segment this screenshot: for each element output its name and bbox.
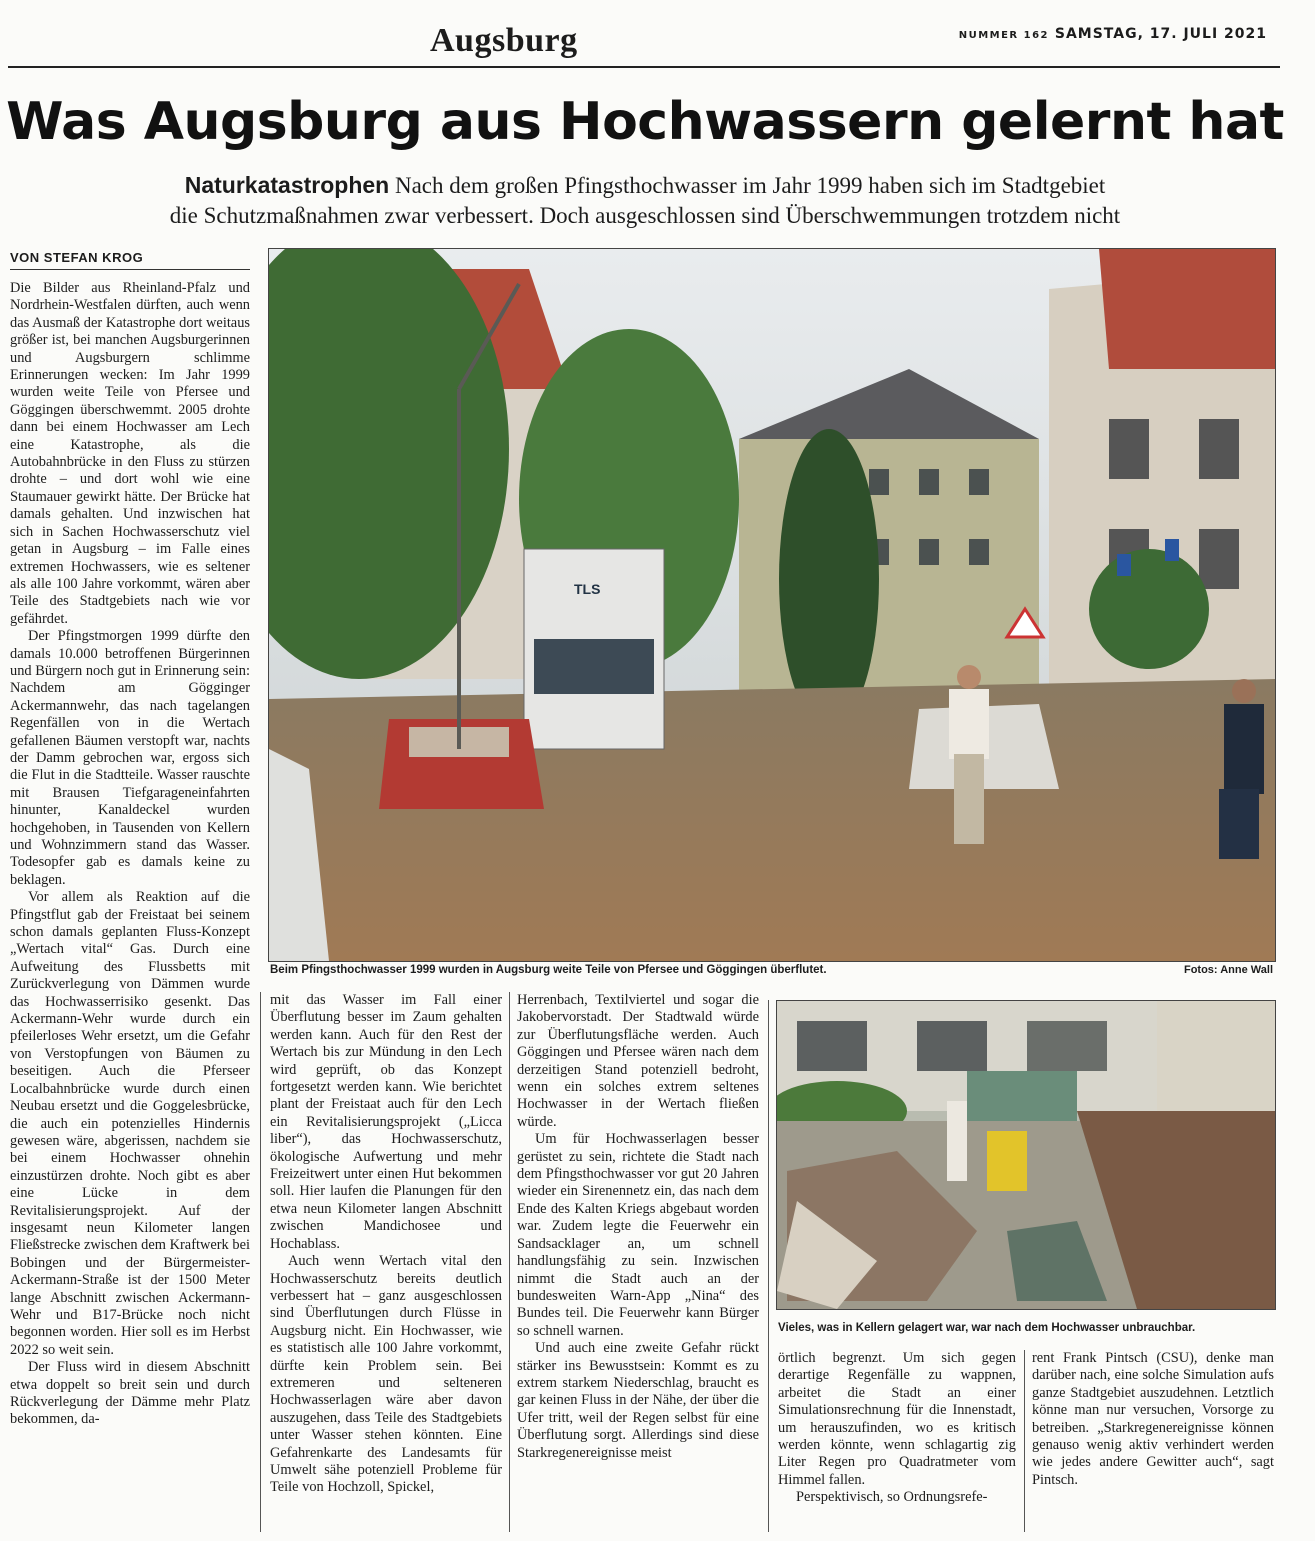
dateline: [959, 26, 1267, 42]
debris-illustration: [777, 1001, 1275, 1309]
paragraph: Vor allem als Reaktion auf die Pfingstflut gab der Freistaat bei seinem schon damals geplanten Fluss-Konzept „Wertach vital“ Gas. Durch eine Aufweitung des Flussbetts mit Zurückverlegung von Dämmen wurde das Hochwasserrisiko gesenkt. Das Ackermann-Wehr wurde durch ein pfeilerloses Wehr ersetzt, um die Gefahr von Verstopfungen von Bäumen zu beseitigen. Auch die Pferseer Localbahnbrücke wurde durch einen Neubau ersetzt und die Goggelesbrücke, die auch ein potenzielles Hindernis gewesen wäre, abgerissen, nachdem sie bei einem Hochwasser ohnehin einzustürzen drohte. Noch gibt es aber eine Lücke in dem Revitalisierungsprojekt. Auf der insgesamt neun Kilometer langen Fließstrecke zwischen dem Kraftwerk bei Bobingen und der Bürgermeister-Ackermann-Straße ist der 1500 Meter lange Abschnitt zwischen Ackermann-Wehr und B17-Brücke noch nicht begonnen worden. Hier soll es im Herbst 2022 so weit sein.: [10, 889, 250, 1358]
paragraph: Um für Hochwasserlagen besser gerüstet zu sein, richtete die Stadt nach dem Pfingsthochwasser vor gut 20 Jahren wieder ein Sirenennetz ein, das nach dem Ende des Kalten Kriegs abgebaut worden war. Zudem legte die Feuerwehr ein Sandsacklager an, um schnell handlungsfähig zu sein. Inzwischen nimmt die Stadt auch an der bundesweiten Warn-App „Nina“ des Bundes teil. Die Feuerwehr kann Bürger so schnell warnen.: [517, 1131, 759, 1339]
main-photo: [268, 248, 1276, 962]
paragraph: Und auch eine zweite Gefahr rückt stärker ins Bewusstsein: Kommt es zu extrem starkem Niederschlag, braucht es gar keinen Fluss in der Nähe, der über die Ufer tritt, weil der Regen selbst für eine Überflutung sorgt. Allerdings sind diese Starkregenereignisse meist: [517, 1340, 759, 1461]
column-rule: [509, 992, 510, 1532]
second-photo-caption: Vieles, was in Kellern gelagert war, war nach dem Hochwasser unbrauchbar.: [778, 1322, 1196, 1334]
paragraph: mit das Wasser im Fall einer Überflutung besser im Zaum gehalten werden kann. Auch für den Rest der Wertach bis zur Mündung in den Lech wird geprüft, ob das Konzept fortgesetzt werden kann. Wie berichtet plant der Freistaat auch für den Lech ein Revitalisierungsprojekt („Licca liber“), das Hochwasserschutz, ökologische Aufwertung und mehr Freizeitwert unter einen Hut bekommen soll. Hier laufen die Planungen für den etwa neun Kilometer langen Abschnitt zwischen Mandichosee und Hochablass.: [270, 992, 502, 1252]
article-column-5: [1032, 1350, 1274, 1489]
flood-street-illustration: [269, 249, 1275, 961]
photo-credit: Fotos: Anne Wall: [1183, 964, 1273, 976]
paragraph: örtlich begrenzt. Um sich gegen derartige Regenfälle zu wappnen, arbeitet die Stadt an einer Simulationsrechnung für die Innenstadt, um herauszufinden, wo es kritisch werden könnte, wenn schlagartig zig Liter Regen pro Quadratmeter vom Himmel fallen.: [778, 1350, 1016, 1488]
main-photo-caption: Beim Pfingsthochwasser 1999 wurden in Augsburg weite Teile von Pfersee und Göggingen überflutet.: [270, 964, 827, 976]
article-column-3: [517, 992, 759, 1462]
column-rule: [1024, 1350, 1025, 1532]
paragraph: rent Frank Pintsch (CSU), denke man darüber nach, eine solche Simulation aufs ganze Stadtgebiet auszudehnen. Letztlich könne man nur versuchen, Vorsorge zu betreiben. „Starkregenereignisse können genauso wenig aktiv verhindert werden wie jedes andere Gewitter auch“, sagt Pintsch.: [1032, 1350, 1274, 1488]
byline: VON STEFAN KROG: [10, 250, 250, 270]
paragraph: Die Bilder aus Rheinland-Pfalz und Nordrhein-Westfalen dürften, auch wenn das Ausmaß der Katastrophe dort weitaus größer ist, bei manchen Augsburgerinnen und Augsburgern schlimme Erinnerungen wecken: Im Jahr 1999 wurden weite Teile von Pfersee und Göggingen überschwemmt. 2005 drohte dann bei einem Hochwasser am Lech eine Katastrophe, als die Autobahnbrücke in den Fluss zu stürzen drohte – und dort wohl wie eine Staumauer gewirkt hätte. Der Brücke hat damals gehalten. Und inzwischen hat sich in Sachen Hochwasserschutz viel getan in Augsburg – im Falle eines extremen Hochwassers, wie es seltener als alle 100 Jahre vorkommt, wären aber Teile des Stadtgebiets nach wie vor gefährdet.: [10, 280, 250, 627]
paragraph: Herrenbach, Textilviertel und sogar die Jakobervorstadt. Der Stadtwald würde zur Überflutungsfläche werden. Auch Göggingen und Pfersee wären nach dem derzeitigen Stand potenziell bedroht, wenn ein solches extrem seltenes Hochwasser in der Wertach fließen würde.: [517, 992, 759, 1130]
paragraph: Der Pfingstmorgen 1999 dürfte den damals 10.000 betroffenen Bürgerinnen und Bürgern noch gut in Erinnerung sein: Nachdem am Gögginger Ackermannwehr, das nach tagelangen Regenfällen von in die Wertach gefallenen Bäumen verstopft war, nachts der Damm gebrochen war, ergoss sich die Flut in die Stadtteile. Wasser rauschte mit Brausen Tiefgarageneinfahrten hinunter, Kanaldeckel wurden hochgehoben, in Tausenden von Kellern und Wohnzimmern stand das Wasser. Todesopfer gab es damals keine zu beklagen.: [10, 628, 250, 888]
issue-number: NUMMER 162: [958, 30, 1049, 41]
headline: Was Augsburg aus Hochwassern gelernt hat: [6, 92, 1284, 152]
article-column-4: [778, 1350, 1016, 1507]
column-rule: [260, 992, 261, 1532]
deck-line-2: die Schutzmaßnahmen zwar verbessert. Doch ausgeschlossen sind Überschwemmungen trotzdem nicht: [169, 203, 1121, 228]
column-rule: [768, 1000, 769, 1532]
second-photo: [776, 1000, 1276, 1310]
deck: [0, 170, 1290, 231]
article-column-2: [270, 992, 502, 1497]
truck-logo-text: TLS: [574, 581, 601, 597]
paragraph: Der Fluss wird in diesem Abschnitt etwa doppelt so breit sein und durch Rückverlegung der Dämme mehr Platz bekommen, da-: [10, 1359, 250, 1428]
masthead-rule: [8, 66, 1280, 68]
section-title: Augsburg: [430, 22, 578, 59]
article-column-1: [10, 280, 250, 1429]
paragraph: Perspektivisch, so Ordnungsrefe-: [796, 1489, 988, 1506]
issue-date: SAMSTAG, 17. JULI 2021: [1054, 26, 1267, 42]
paragraph: Auch wenn Wertach vital den Hochwasserschutz bereits deutlich verbessert hat – ganz ausgeschlossen sind Überflutungen durch Flüsse in Augsburg nicht. Ein Hochwasser, wie es statistisch alle 100 Jahre vorkommt, dürfte kein Problem sein. Bei extremeren und selteneren Hochwasserlagen wäre aber davon auszugehen, dass Teile des Stadtgebiets unter Wasser stehen könnten. Eine Gefahrenkarte des Landesamts für Umwelt sähe potenziell Probleme für Teile von Hochzoll, Spickel,: [270, 1253, 502, 1496]
deck-kicker: Naturkatastrophen: [184, 172, 390, 198]
deck-line-1: Nach dem großen Pfingsthochwasser im Jahr 1999 haben sich im Stadtgebiet: [394, 173, 1106, 198]
